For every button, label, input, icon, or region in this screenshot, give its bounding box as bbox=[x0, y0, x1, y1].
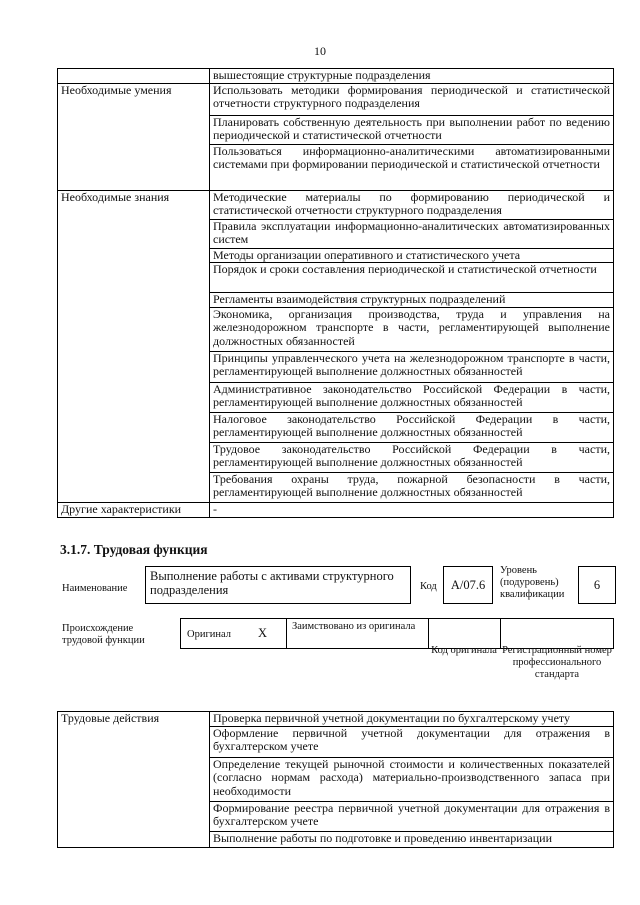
level-label: Уровень (подуровень) квалификации bbox=[500, 565, 565, 600]
cell-text: Экономика, организация производства, труда и управления на железнодорожном транспорте в части, регламентирующей выполнение должностных обязанностей bbox=[210, 307, 614, 351]
cell-text: Принципы управленческого учета на железнодорожном транспорте в части, регламентирующей выполнение должностных обязанностей bbox=[210, 351, 614, 382]
cell-text: Формирование реестра первичной учетной документации для отражения в бухгалтерском учете bbox=[210, 801, 614, 831]
cell-text: Определение текущей рыночной стоимости и количественных показателей (согласно нормам расхода) материально-производственного запаса при необходимости bbox=[210, 757, 614, 801]
cell-text: Пользоваться информационно-аналитическими автоматизированными системами при формировании периодической и статистической отчетности bbox=[210, 144, 614, 190]
table-row bbox=[58, 712, 614, 727]
requirements-table bbox=[57, 68, 614, 518]
table-row bbox=[58, 69, 614, 84]
table-row bbox=[58, 83, 614, 115]
table-row bbox=[58, 502, 614, 517]
row-label: Необходимые знания bbox=[58, 190, 210, 502]
cell-text: Выполнение работы по подготовке и проведению инвентаризации bbox=[210, 831, 614, 847]
function-name: Выполнение работы с активами структурного подразделения bbox=[150, 569, 394, 597]
cell-text: Проверка первичной учетной документации по бухгалтерскому учету bbox=[210, 712, 614, 727]
level-box bbox=[578, 566, 616, 604]
cell-text: Оформление первичной учетной документации для отражения в бухгалтерском учете bbox=[210, 726, 614, 757]
work-actions-table bbox=[57, 711, 614, 848]
original-label: Оригинал bbox=[187, 629, 231, 640]
table-row bbox=[58, 190, 614, 219]
cell-text: Методические материалы по формированию периодической и статистической отчетности структурного подразделения bbox=[210, 190, 614, 219]
origin-divider bbox=[286, 618, 287, 649]
cell-text: Регламенты взаимодействия структурных подразделений bbox=[210, 293, 614, 308]
cell-text: Налоговое законодательство Российской Федерации в части, регламентирующей выполнение должностных обязанностей bbox=[210, 412, 614, 442]
level-value: 6 bbox=[593, 578, 601, 592]
original-mark: X bbox=[258, 626, 268, 640]
reg-caption: Регистрационный номер профессионального стандарта bbox=[502, 645, 612, 680]
borrowed-label: Заимствовано из оригинала bbox=[292, 621, 416, 632]
row-label: Необходимые умения bbox=[58, 83, 210, 190]
code-caption: Код оригинала bbox=[431, 645, 497, 656]
cell-text: Требования охраны труда, пожарной безопасности в части, регламентирующей выполнение должностных обязанностей bbox=[210, 472, 614, 502]
cell-text: Методы организации оперативного и статистического учета bbox=[210, 248, 614, 263]
row-label: Другие характеристики bbox=[58, 502, 210, 517]
cell-text: - bbox=[210, 502, 614, 517]
code-value: А/07.6 bbox=[450, 578, 486, 592]
code-label: Код bbox=[420, 581, 437, 592]
function-name-box bbox=[145, 566, 411, 604]
origin-label: Происхождение трудовой функции bbox=[62, 623, 145, 646]
row-label bbox=[58, 69, 210, 84]
name-label: Наименование bbox=[62, 583, 128, 594]
cell-text: Порядок и сроки составления периодической и статистической отчетности bbox=[210, 263, 614, 293]
cell-text: Административное законодательство Российской Федерации в части, регламентирующей выполнение должностных обязанностей bbox=[210, 382, 614, 412]
code-box bbox=[443, 566, 493, 604]
section-title: 3.1.7. Трудовая функция bbox=[60, 542, 208, 557]
cell-text: вышестоящие структурные подразделения bbox=[210, 69, 614, 84]
cell-text: Использовать методики формирования периодической и статистической отчетности структурного подразделения bbox=[210, 83, 614, 115]
cell-text: Трудовое законодательство Российской Федерации в части, регламентирующей выполнение должностных обязанностей bbox=[210, 442, 614, 472]
cell-text: Правила эксплуатации информационно-аналитических автоматизированных систем bbox=[210, 219, 614, 248]
page-number: 10 bbox=[314, 44, 326, 58]
cell-text: Планировать собственную деятельность при выполнении работ по ведению периодической и статистической отчетности bbox=[210, 115, 614, 144]
row-label: Трудовые действия bbox=[58, 712, 210, 848]
